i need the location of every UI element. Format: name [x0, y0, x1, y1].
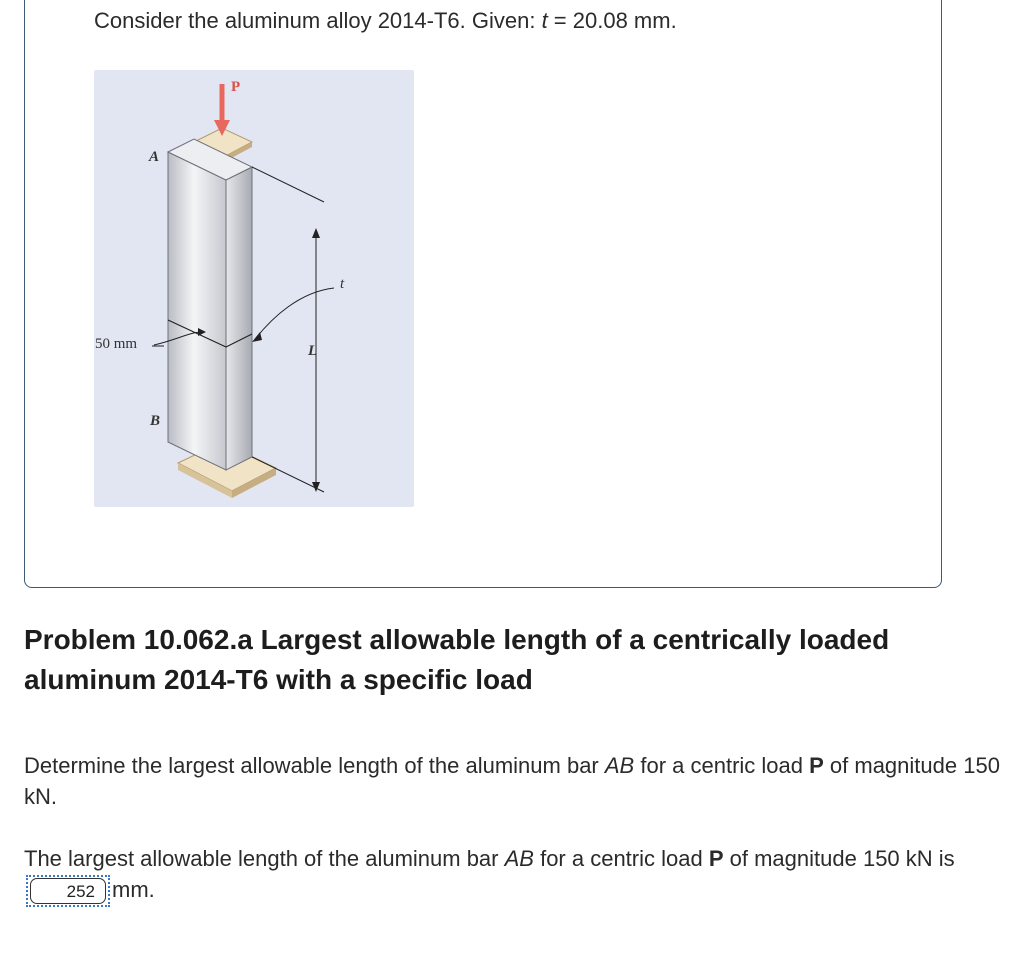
- answer-bar-name: AB: [504, 846, 534, 871]
- answer-statement: [24, 843, 1004, 907]
- statement-text-2: for a centric load: [634, 753, 810, 778]
- given-prefix: Consider the aluminum alloy 2014-T6. Given:: [94, 8, 542, 33]
- answer-unit: mm.: [112, 877, 155, 902]
- load-symbol: P: [809, 753, 824, 778]
- statement-text-3: of magnitude 150 kN.: [24, 753, 1000, 809]
- point-a-label: A: [149, 149, 160, 165]
- problem-title: Problem 10.062.a Largest allowable length of a centrically loaded aluminum 2014-T6 with a specific load: [24, 624, 890, 695]
- point-b-label: B: [150, 413, 161, 429]
- answer-text-1: The largest allowable length of the aluminum bar: [24, 846, 505, 871]
- answer-load-symbol: P: [708, 846, 724, 871]
- given-value: = 20.08 mm.: [547, 8, 677, 33]
- answer-input[interactable]: 252: [30, 878, 106, 904]
- load-arrow: [214, 84, 230, 136]
- bar-diagram: [94, 70, 414, 507]
- width-label: 50 mm: [95, 336, 138, 352]
- given-statement: [94, 8, 677, 34]
- aluminum-bar: [168, 139, 252, 470]
- statement-text-1: Determine the largest allowable length of the aluminum bar: [24, 753, 605, 778]
- answer-field-focus: [26, 875, 110, 907]
- given-variable: t: [541, 8, 548, 33]
- answer-text-3: of magnitude 150 kN is: [723, 846, 955, 871]
- load-label: P: [231, 79, 241, 95]
- thickness-label: t: [340, 276, 345, 292]
- length-label: L: [308, 343, 318, 359]
- problem-statement: [24, 750, 1004, 812]
- bar-name: AB: [604, 753, 635, 778]
- bar-figure: [94, 70, 414, 507]
- answer-text-2: for a centric load: [533, 846, 709, 871]
